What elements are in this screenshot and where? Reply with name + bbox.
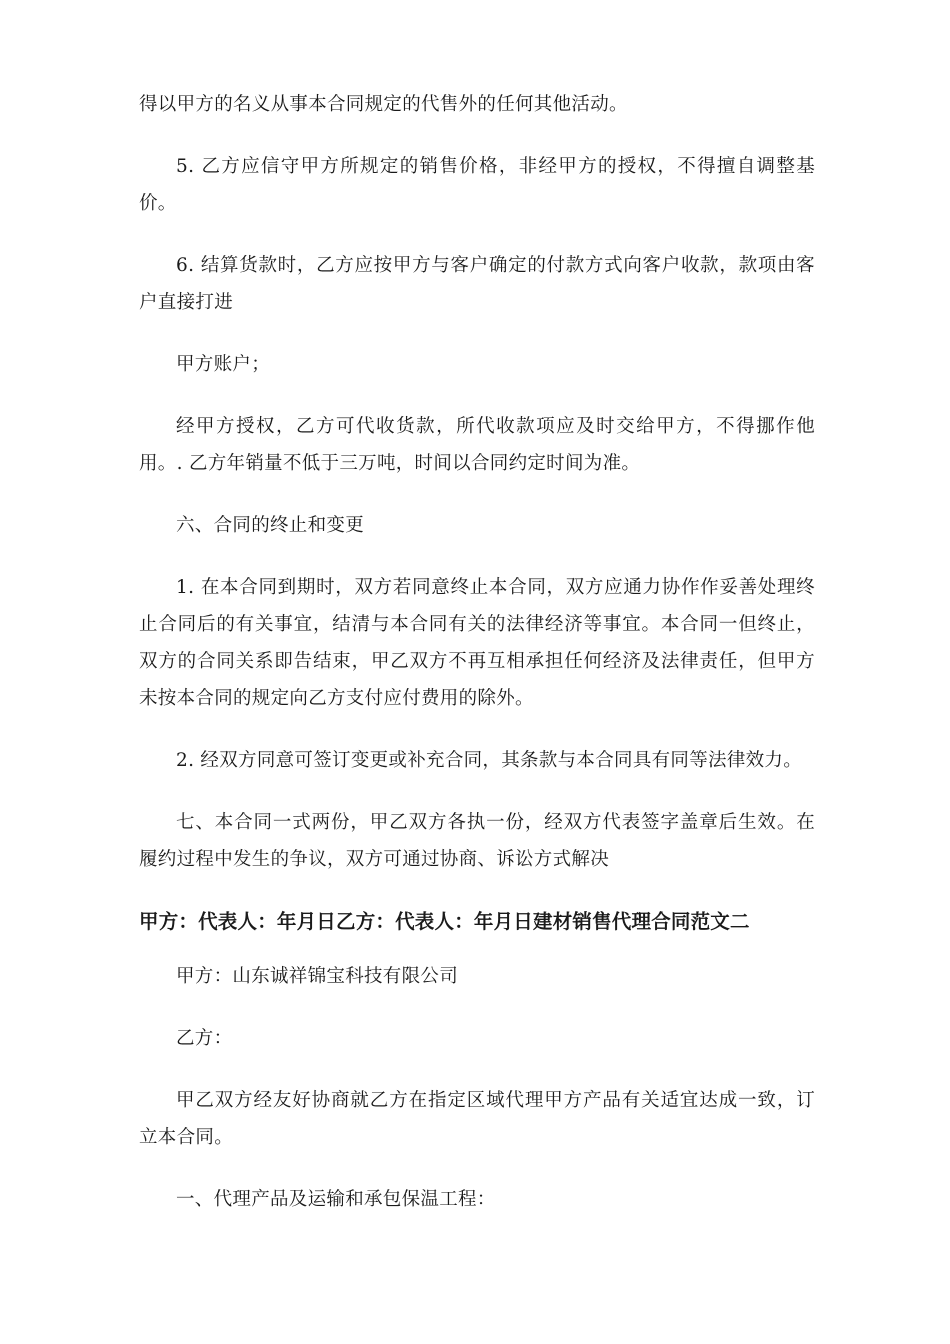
signature-and-title-heading: 甲方：代表人：年月日乙方：代表人：年月日建材销售代理合同范文二 <box>139 910 750 933</box>
paragraph-party-a-account: 甲方账户； <box>176 354 271 375</box>
section-heading-termination: 六、合同的终止和变更 <box>176 515 365 536</box>
paragraph-agreement-intro: 甲乙双方经友好协商就乙方在指定区域代理甲方产品有关适宜达成一致，订立本合同。 <box>139 1090 815 1148</box>
paragraph-party-a-name: 甲方：山东诚祥锦宝科技有限公司 <box>176 966 459 987</box>
document-page <box>139 86 815 1243</box>
paragraph-termination-clause-1: 1. 在本合同到期时，双方若同意终止本合同，双方应通力协作作妥善处理终止合同后的有关事宜，结清与本合同有关的法律经济等事宜。本合同一但终止，双方的合同关系即告结束，甲乙双方不再互相承担任何经济及法律责任，但甲方未按本合同的规定向乙方支付应付费用的除外。 <box>139 577 815 709</box>
section-heading-products: 一、代理产品及运输和承包保温工程： <box>176 1189 496 1210</box>
paragraph-clause-5-price: 5. 乙方应信守甲方所规定的销售价格，非经甲方的授权，不得擅自调整基价。 <box>139 156 815 214</box>
paragraph-termination-clause-2: 2. 经双方同意可签订变更或补充合同，其条款与本合同具有同等法律效力。 <box>176 750 803 771</box>
paragraph-section-7-copies: 七、本合同一式两份，甲乙双方各执一份，经双方代表签字盖章后生效。在履约过程中发生的争议，双方可通过协商、诉讼方式解决 <box>139 812 815 870</box>
paragraph-party-b-name: 乙方： <box>176 1028 233 1049</box>
paragraph-clause-6-settlement: 6. 结算货款时，乙方应按甲方与客户确定的付款方式向客户收款，款项由客户直接打进 <box>139 255 815 313</box>
paragraph-collection-authorization: 经甲方授权，乙方可代收货款，所代收款项应及时交给甲方，不得挪作他用。. 乙方年销量不低于三万吨，时间以合同约定时间为准。 <box>139 416 815 474</box>
paragraph-activity-restriction: 得以甲方的名义从事本合同规定的代售外的任何其他活动。 <box>139 94 628 115</box>
